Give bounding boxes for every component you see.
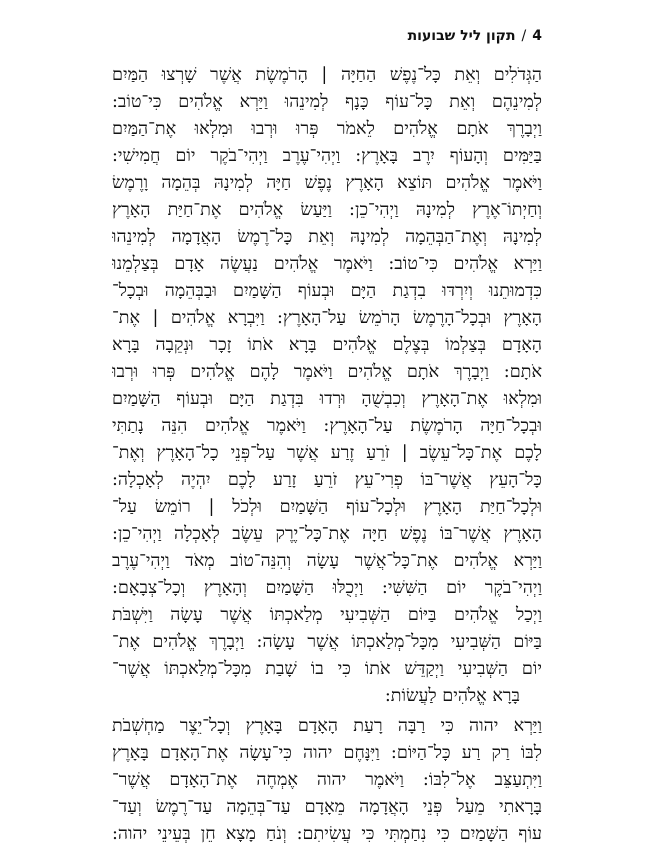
text-line: לָכֶם אֶת־כָּל־עֵשֶׂב | זֹרֵעַ זֶרַע אֲשֶׁר עַל־פְּנֵי כָל־הָאָרֶץ וְאֶת־ [112,443,542,463]
text-line: בָּרָא אֱלֹהִים לַעֲשׂוֹת: [384,686,520,706]
text-line: הַגְּדֹלִים וְאֵת כָּל־נֶפֶשׁ הַחַיָּה | הָרֹמֶשֶׂת אֲשֶׁר שָׁרְצוּ הַמַּיִם [112,65,542,85]
text-line: בָּרָאתִי מֵעַל פְּנֵי הָאֲדָמָה מֵאָדָם עַד־בְּהֵמָה עַד־רֶמֶשׂ וְעַד־ [112,797,542,817]
text-line: וַיִּתְעַצֵּב אֶל־לִבּוֹ: וַיֹּאמֶר יהוה אֶמְחֶה אֶת־הָאָדָם אֲשֶׁר־ [112,770,542,790]
book-page [112,28,542,844]
text-line: וַיֹּאמֶר אֱלֹהִים תּוֹצֵא הָאָרֶץ נֶפֶשׁ חַיָּה לְמִינָהּ בְּהֵמָה וָרֶמֶשׂ [112,173,542,193]
text-line: בַּיּוֹם הַשְּׁבִיעִי מִכָּל־מְלַאכְתּוֹ אֲשֶׁר עָשָׂה: וַיְבָרֶךְ אֱלֹהִים אֶת־ [112,632,542,652]
paragraph-2 [112,713,542,848]
text-line: כָּל־הָעֵץ אֲשֶׁר־בּוֹ פְרִי־עֵץ זֹרֵעַ זָרַע לָכֶם יִהְיֶה לְאָכְלָה: [112,470,542,490]
text-line: וּבְכָל־חַיָּה הָרֹמֶשֶׂת עַל־הָאָרֶץ: וַיֹּאמֶר אֱלֹהִים הִנֵּה נָתַתִּי [112,416,542,436]
text-line: לְמִינֵהֶם וְאֵת כָּל־עוֹף כָּנָף לְמִינֵהוּ וַיַּרְא אֱלֹהִים כִּי־טוֹב: [112,92,542,112]
text-line: וַיְכַל אֱלֹהִים בַּיּוֹם הַשְּׁבִיעִי מְלַאכְתּוֹ אֲשֶׁר עָשָׂה וַיִּשְׁבֹּת [112,605,542,625]
paragraph-1 [112,62,542,710]
running-title: תקון ליל שבועות [407,28,516,44]
page-number: 4 [532,28,542,44]
text-line: לְמִינָהּ וְאֶת־הַבְּהֵמָה לְמִינָהּ וְאֵת כָּל־רֶמֶשׂ הָאֲדָמָה לְמִינֵהוּ [112,227,542,247]
text-line: הָאָרֶץ וּבְכָל־הָרֶמֶשׂ הָרֹמֵשׂ עַל־הָאָרֶץ: וַיִּבְרָא אֱלֹהִים | אֶת־ [112,308,542,328]
body-text [112,62,542,848]
header-separator: / [521,28,527,44]
text-line: וּמִלְאוּ אֶת־הָאָרֶץ וְכִבְשֻׁהָ וּרְדוּ בִּדְגַת הַיָּם וּבְעוֹף הַשָּׁמַיִם [112,389,542,409]
text-line: בַּיַּמִּים וְהָעוֹף יִרֶב בָּאָרֶץ: וַיְהִי־עֶרֶב וַיְהִי־בֹקֶר יוֹם חֲמִישִׁי: [112,146,542,166]
text-line: וַיְבָרֶךְ אֹתָם אֱלֹהִים לֵאמֹר פְּרוּ וּרְבוּ וּמִלְאוּ אֶת־הַמַּיִם [112,119,542,139]
text-line: וַיַּרְא אֱלֹהִים כִּי־טוֹב: וַיֹּאמֶר אֱלֹהִים נַעֲשֶׂה אָדָם בְּצַלְמֵנוּ [112,254,542,274]
text-line: עוֹף הַשָּׁמַיִם כִּי נִחַמְתִּי כִּי עֲשִׂיתִם: וְנֹחַ מָצָא חֵן בְּעֵינֵי יהוה: [112,824,542,844]
text-line: וְחַיְתוֹ־אֶרֶץ לְמִינָהּ וַיְהִי־כֵן: וַיַּעַשׂ אֱלֹהִים אֶת־חַיַּת הָאָרֶץ [112,200,542,220]
text-line: הָאָדָם בְּצַלְמוֹ בְּצֶלֶם אֱלֹהִים בָּרָא אֹתוֹ זָכָר וּנְקֵבָה בָּרָא [112,335,542,355]
text-line: כִּדְמוּתֵנוּ וְיִרְדּוּ בִדְגַת הַיָּם וּבְעוֹף הַשָּׁמַיִם וּבַבְּהֵמָה וּבְכָל־ [112,281,542,301]
text-line: לִבּוֹ רַק רַע כָּל־הַיּוֹם: וַיִּנָּחֶם יהוה כִּי־עָשָׂה אֶת־הָאָדָם בָּאָרֶץ [112,743,542,763]
text-line: יוֹם הַשְּׁבִיעִי וַיְקַדֵּשׁ אֹתוֹ כִּי בוֹ שָׁבַת מִכָּל־מְלַאכְתּוֹ אֲשֶׁר־ [112,659,542,679]
text-line: וַיַּרְא יהוה כִּי רַבָּה רָעַת הָאָדָם בָּאָרֶץ וְכָל־יֵצֶר מַחְשְׁבֹת [112,716,542,736]
text-line: וּלְכָל־חַיַּת הָאָרֶץ וּלְכָל־עוֹף הַשָּׁמַיִם וּלְכֹל | רוֹמֵשׂ עַל־ [112,497,542,517]
text-line: וַיַּרְא אֱלֹהִים אֶת־כָּל־אֲשֶׁר עָשָׂה וְהִנֵּה־טוֹב מְאֹד וַיְהִי־עֶרֶב [112,551,542,571]
page-header [112,28,542,52]
text-line: הָאָרֶץ אֲשֶׁר־בּוֹ נֶפֶשׁ חַיָּה אֶת־כָּל־יֶרֶק עֵשֶׂב לְאָכְלָה וַיְהִי־כֵן: [112,524,542,544]
text-line: וַיְהִי־בֹקֶר יוֹם הַשִּׁשִּׁי: וַיְכֻלּוּ הַשָּׁמַיִם וְהָאָרֶץ וְכָל־צְבָאָם: [112,578,542,598]
text-line: אֹתָם: וַיְבָרֶךְ אֹתָם אֱלֹהִים וַיֹּאמֶר לָהֶם אֱלֹהִים פְּרוּ וּרְבוּ [112,362,542,382]
